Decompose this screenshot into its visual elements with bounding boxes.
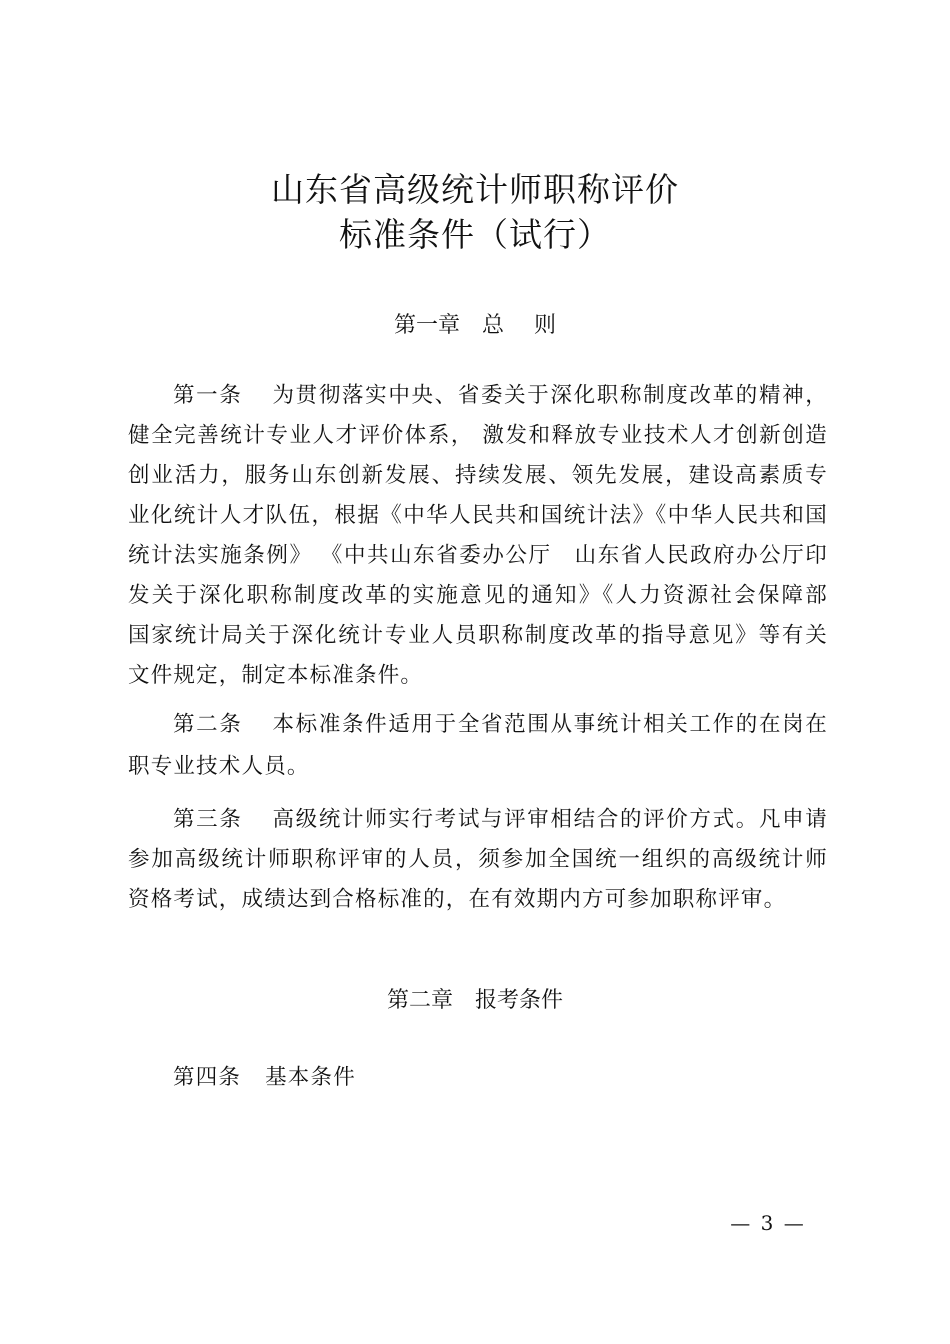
document-title-line2: 标准条件（试行）	[339, 215, 611, 254]
article-four-heading: 第四条	[173, 1065, 242, 1090]
chapter-one-name-part2: 则	[534, 313, 557, 338]
article-three-heading: 第三条	[173, 807, 243, 832]
article-one-body: 为贯彻落实中央、省委关于深化职称制度改革的精神，健全完善统计专业人才评价体系， 激发和释放专业技术人才创新创造创业活力，服务山东创新发展、持续发展、领先发展，建设高素质专业化统计人才队伍，根据《中华人民共和国统计法》《中华人民共和国统计法实施条例》 《中共山东省委办公厅 山东省人民政府办公厅印发关于深化职称制度改革的实施意见的通知》《人力资源社会保障部 国家统计局关于深化统计专业人员职称制度改革的指导意见》等有关文件规定，制定本标准条件。	[128, 383, 851, 688]
article-three	[128, 800, 828, 920]
chapter-one-name-part1: 总	[481, 313, 504, 338]
article-two	[128, 704, 828, 788]
article-three-body: 高级统计师实行考试与评审相结合的评价方式。凡申请参加高级统计师职称评审的人员，须参加全国统一组织的高级统计师资格考试，成绩达到合格标准的，在有效期内方可参加职称评审。	[128, 807, 828, 912]
chapter-two-name: 报考条件	[475, 988, 564, 1013]
article-one-heading: 第一条	[173, 383, 243, 408]
chapter-one-heading	[0, 311, 950, 341]
document-title-line1: 山东省高级统计师职称评价	[271, 170, 679, 209]
article-one	[128, 376, 851, 696]
article-four-body: 基本条件	[265, 1065, 356, 1090]
page-number: — 3 —	[730, 1211, 806, 1235]
chapter-two-number: 第二章	[386, 988, 453, 1013]
chapter-one-number: 第一章	[393, 313, 460, 338]
chapter-two-heading	[0, 986, 950, 1016]
article-two-body: 本标准条件适用于全省范围从事统计相关工作的在岗在职专业技术人员。	[128, 712, 828, 779]
article-two-heading: 第二条	[173, 712, 243, 737]
article-four	[128, 1058, 828, 1098]
